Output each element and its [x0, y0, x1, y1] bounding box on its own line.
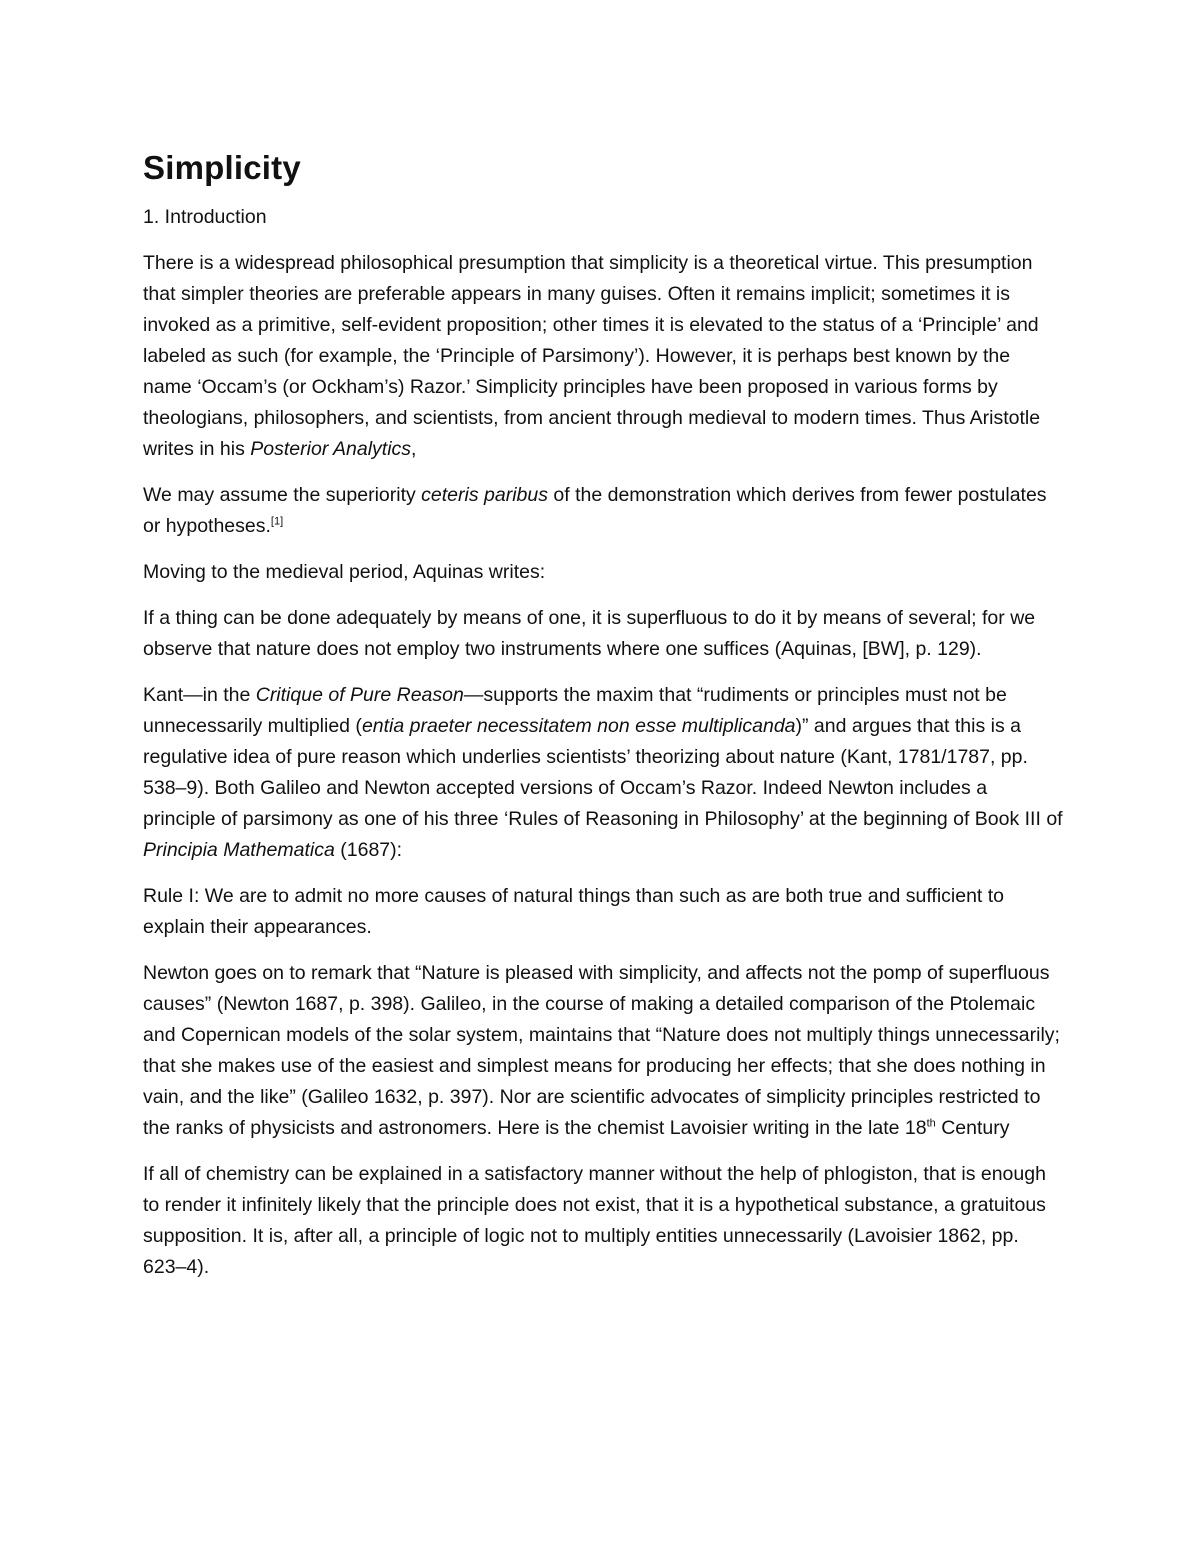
kant-text-a: Kant—in the — [143, 684, 256, 706]
kant-italic-latin: entia praeter necessitatem non esse multiplicanda — [361, 715, 796, 737]
kant-text-d: (1687): — [334, 839, 403, 861]
footnote-link[interactable]: [1] — [270, 515, 284, 528]
section-heading: 1. Introduction — [143, 206, 267, 228]
newton-galileo-paragraph — [143, 958, 1063, 1144]
lavoisier-quote: If all of chemistry can be explained in a satisfactory manner without the help of phlogiston, that is enough to render it infinitely likely that the principle does not exist, that it is a hypothetical substance, a gratuitous supposition. It is, after all, a principle of logic not to multiply entities unnecessarily (Lavoisier 1862, pp. 623–4). — [143, 1163, 1046, 1278]
kant-italic-critique: Critique of Pure Reason — [255, 684, 464, 706]
ordinal-superscript: th — [926, 1117, 936, 1130]
aquinas-quote: If a thing can be done adequately by means of one, it is superfluous to do it by means of several; for we observe that nature does not employ two instruments where one suffices (Aquinas, [BW], p. 129). — [143, 607, 1036, 660]
medieval-paragraph: Moving to the medieval period, Aquinas writes: — [143, 561, 546, 583]
aristotle-quote — [143, 480, 1063, 542]
intro-paragraph — [143, 248, 1063, 465]
intro-text-end: , — [411, 438, 417, 460]
kant-text-b: —supports the maxim that “rudiments or principles must not be unnecessarily multiplied ( — [143, 684, 1007, 737]
page-title: Simplicity — [143, 149, 301, 186]
newton-galileo-text-end: Century — [935, 1117, 1010, 1139]
aristotle-quote-italic: ceteris paribus — [421, 484, 548, 506]
aristotle-quote-text: We may assume the superiority — [143, 484, 422, 506]
aristotle-quote-text-end: of the demonstration which derives from fewer postulates or hypotheses. — [143, 484, 1047, 537]
intro-italic-title: Posterior Analytics — [250, 438, 412, 460]
newton-galileo-text: Newton goes on to remark that “Nature is pleased with simplicity, and affects not the pomp of superfluous causes” (Newton 1687, p. 398). Galileo, in the course of making a detailed comparison of the Ptolemaic and Copernican models of the solar system, maintains that “Nature does not multiply things unnecessarily; that she makes use of the easiest and simplest means for producing her effects; that she does nothing in vain, and the like” (Galileo 1632, p. 397). Nor are scientific advocates of simplicity principles restricted to the ranks of physicists and astronomers. Here is the chemist Lavoisier writing in the late 18 — [143, 962, 1060, 1139]
kant-italic-principia: Principia Mathematica — [143, 839, 335, 861]
document-page — [143, 140, 1063, 1298]
newton-rule-quote: Rule I: We are to admit no more causes of natural things than such as are both true and sufficient to explain their appearances. — [143, 885, 1005, 938]
intro-text: There is a widespread philosophical presumption that simplicity is a theoretical virtue. This presumption that simpler theories are preferable appears in many guises. Often it remains implicit; sometimes it is invoked as a primitive, self-evident proposition; other times it is elevated to the status of a ‘Principle’ and labeled as such (for example, the ‘Principle of Parsimony’). However, it is perhaps best known by the name ‘Occam’s (or Ockham’s) Razor.’ Simplicity principles have been proposed in various forms by theologians, philosophers, and scientists, from ancient through medieval to modern times. Thus Aristotle writes in his — [143, 252, 1041, 460]
kant-text-c: )” and argues that this is a regulative idea of pure reason which underlies scientists’ theorizing about nature (Kant, 1781/1787, pp. 538–9). Both Galileo and Newton accepted versions of Occam’s Razor. Indeed Newton includes a principle of parsimony as one of his three ‘Rules of Reasoning in Philosophy’ at the beginning of Book III of — [143, 715, 1063, 830]
kant-paragraph — [143, 680, 1063, 866]
